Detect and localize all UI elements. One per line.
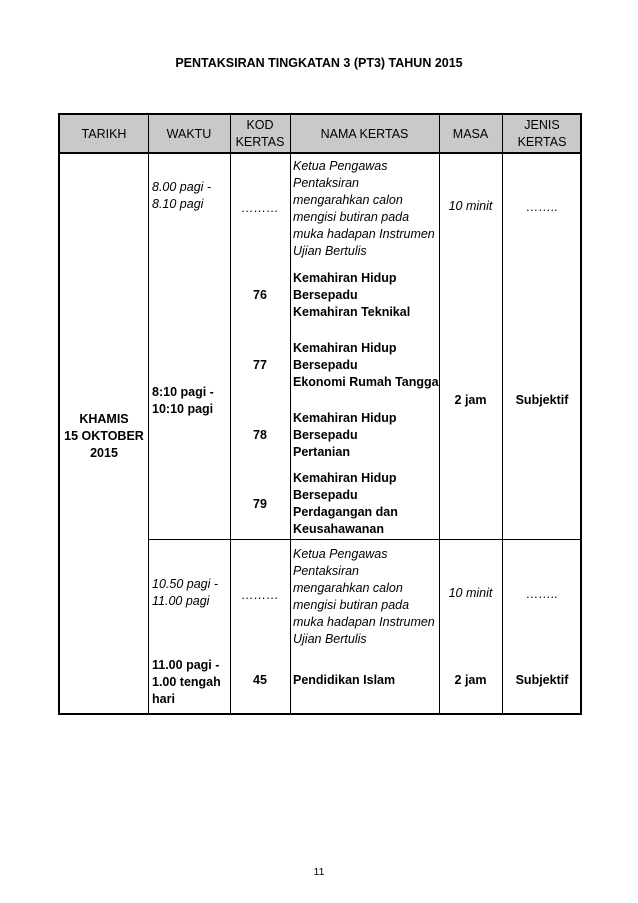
- header-masa: MASA: [452, 127, 489, 141]
- s2-instruction-text-5: muka hadapan Instrumen: [293, 615, 435, 629]
- s1-instruction-text-2: Pentaksiran: [293, 176, 360, 190]
- paper-name-line: Kemahiran Hidup: [293, 471, 397, 485]
- s2-exam-jenis: Subjektif: [515, 673, 569, 687]
- s1-instruction-jenis: ……..: [526, 200, 558, 214]
- date-day: KHAMIS: [79, 412, 129, 426]
- s2-exam-time-line3: hari: [152, 692, 175, 706]
- s1-exam-time-line2: 10:10 pagi: [152, 402, 214, 416]
- header-waktu: WAKTU: [166, 127, 212, 141]
- s1-instruction-text-5: muka hadapan Instrumen: [293, 227, 435, 241]
- s2-instruction-text-6: Ujian Bertulis: [293, 632, 367, 646]
- s2-instruction-code: ………: [241, 588, 279, 602]
- paper-name-line: Kemahiran Hidup: [293, 341, 397, 355]
- s1-instruction-text-3: mengarahkan calon: [293, 193, 403, 207]
- header-kod-line2: KERTAS: [235, 135, 285, 149]
- paper-name-line: Bersepadu: [293, 488, 358, 502]
- s1-instruction-text-4: mengisi butiran pada: [293, 210, 410, 224]
- s1-instruction-masa: 10 minit: [448, 199, 493, 213]
- paper-name-line: Bersepadu: [293, 288, 358, 302]
- page-number: 11: [313, 866, 325, 878]
- date-month: 15 OKTOBER: [64, 429, 144, 443]
- s1-exam-jenis: Subjektif: [515, 393, 569, 407]
- header-tarikh: TARIKH: [81, 127, 127, 141]
- s2-instruction-time-line2: 11.00 pagi: [152, 594, 210, 608]
- s1-instruction-text-6: Ujian Bertulis: [293, 244, 367, 258]
- s2-instruction-time-line1: 10.50 pagi -: [152, 577, 219, 591]
- s2-exam-time-line1: 11.00 pagi -: [152, 658, 220, 672]
- header-nama-kertas: NAMA KERTAS: [320, 127, 409, 141]
- paper-name-line: Kemahiran Hidup: [293, 271, 397, 285]
- session-divider: [149, 539, 580, 540]
- s1-instruction-text-1: Ketua Pengawas: [293, 159, 388, 173]
- paper-code: 45: [253, 673, 267, 687]
- date-year: 2015: [90, 446, 118, 460]
- column-divider: [290, 115, 291, 713]
- s2-instruction-text-3: mengarahkan calon: [293, 581, 403, 595]
- document-title: PENTAKSIRAN TINGKATAN 3 (PT3) TAHUN 2015: [175, 56, 463, 70]
- header-kod-line1: KOD: [246, 118, 274, 132]
- header-jenis-line2: KERTAS: [517, 135, 567, 149]
- s2-exam-time-line2: 1.00 tengah: [152, 675, 221, 689]
- paper-name-line: Perdagangan dan: [293, 505, 398, 519]
- paper-name-line: Kemahiran Hidup: [293, 411, 397, 425]
- paper-code: 77: [253, 358, 267, 372]
- s2-instruction-text-2: Pentaksiran: [293, 564, 360, 578]
- paper-name-line: Kemahiran Teknikal: [293, 305, 411, 319]
- paper-name-line: Ekonomi Rumah Tangga: [293, 375, 439, 389]
- s2-instruction-jenis: ……..: [526, 587, 558, 601]
- s1-instruction-time-line1: 8.00 pagi -: [152, 180, 212, 194]
- paper-name-line: Pertanian: [293, 445, 350, 459]
- column-divider: [148, 115, 149, 713]
- s2-instruction-masa: 10 minit: [448, 586, 493, 600]
- s2-exam-masa: 2 jam: [454, 673, 487, 687]
- s1-exam-masa: 2 jam: [454, 393, 487, 407]
- s1-exam-time-line1: 8:10 pagi -: [152, 385, 214, 399]
- paper-name-line: Bersepadu: [293, 428, 358, 442]
- paper-name-line: Pendidikan Islam: [293, 673, 396, 687]
- header-jenis-line1: JENIS: [524, 118, 560, 132]
- s2-instruction-text-1: Ketua Pengawas: [293, 547, 388, 561]
- paper-code: 78: [253, 428, 267, 442]
- s1-instruction-code: ………: [241, 201, 279, 215]
- s2-instruction-text-4: mengisi butiran pada: [293, 598, 410, 612]
- paper-name-line: Bersepadu: [293, 358, 358, 372]
- paper-name-line: Keusahawanan: [293, 522, 385, 536]
- s1-instruction-time-line2: 8.10 pagi: [152, 197, 204, 211]
- paper-code: 79: [253, 497, 267, 511]
- paper-code: 76: [253, 288, 267, 302]
- exam-schedule-table: [58, 113, 582, 715]
